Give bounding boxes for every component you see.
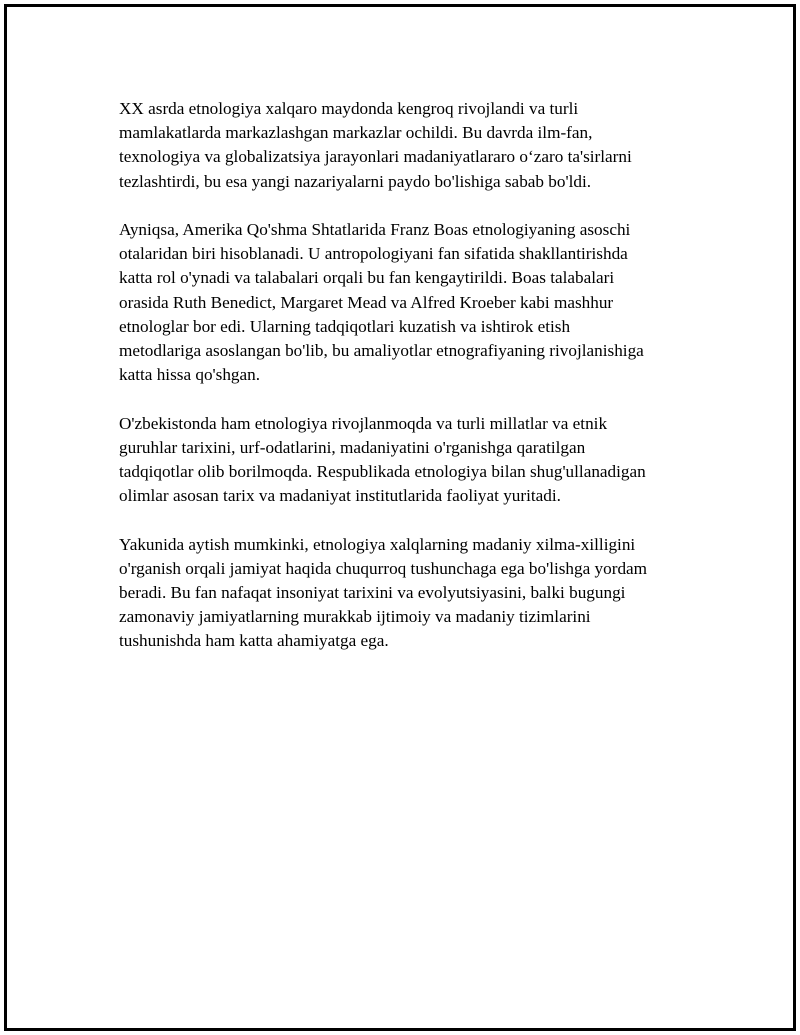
paragraph-3: O'zbekistonda ham etnologiya rivojlanmoqda va turli millatlar va etnik guruhlar tarixini, urf-odatlarini, madaniyatini o'rganishga qaratilgan tadqiqotlar olib borilmoqda. Respublikada etnologiya bilan shug'ullanadigan olimlar asosan tarix va madaniyat institutlarida faoliyat yuritadi. <box>119 413 646 506</box>
paragraph-2: Ayniqsa, Amerika Qo'shma Shtatlarida Franz Boas etnologiyaning asoschi otalaridan biri hisoblanadi. U antropologiyani fan sifatida shakllantirishda katta rol o'ynadi va talabalari orqali bu fan kengaytirildi. Boas talabalari orasida Ruth Benedict, Margaret Mead va Alfred Kroeber kabi mashhur etnologlar bor edi. Ularning tadqiqotlari kuzatish va ishtirok etish metodlariga asoslangan bo'lib, bu amaliyotlar etnografiyaning rivojlanishiga katta hissa qo'shgan. <box>119 220 644 385</box>
document-body <box>119 97 699 678</box>
document-page <box>4 4 796 1031</box>
paragraph-4: Yakunida aytish mumkinki, etnologiya xalqlarning madaniy xilma-xilligini o'rganish orqali jamiyat haqida chuqurroq tushunchaga ega bo'lishga yordam beradi. Bu fan nafaqat insoniyat tarixini va evolyutsiyasini, balki bugungi zamonaviy jamiyatlarning murakkab ijtimoiy va madaniy tizimlarini tushunishda ham katta ahamiyatga ega. <box>119 534 648 651</box>
paragraph-1: XX asrda etnologiya xalqaro maydonda kengroq rivojlandi va turli mamlakatlarda markazlashgan markazlar ochildi. Bu davrda ilm-fan, texnologiya va globalizatsiya jarayonlari madaniyatlararo oʻzaro ta'sirlarni tezlashtirdi, bu esa yangi nazariyalarni paydo bo'lishiga sabab bo'ldi. <box>119 99 632 191</box>
